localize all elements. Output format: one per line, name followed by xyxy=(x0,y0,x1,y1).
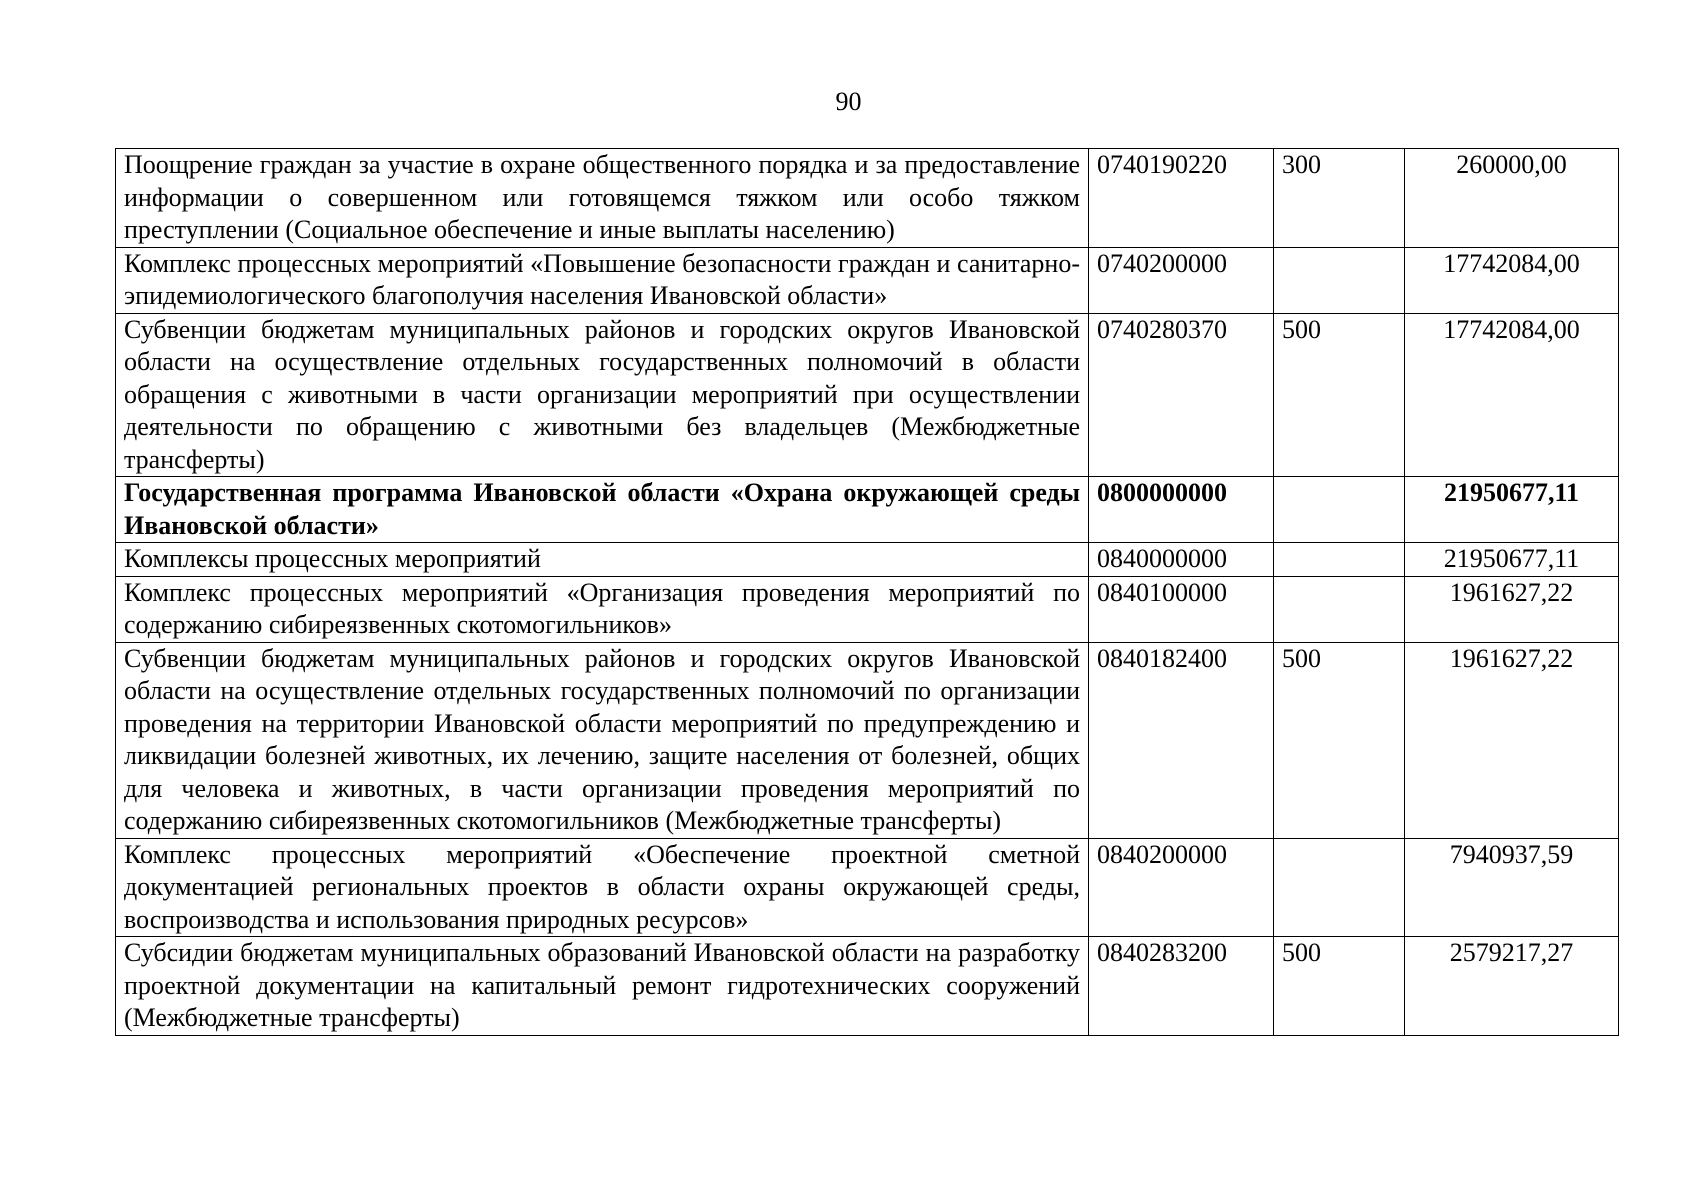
row-code-cell: 0740280370 xyxy=(1089,313,1274,477)
row-code-cell: 0840283200 xyxy=(1089,937,1274,1036)
row-expense-type-cell: 300 xyxy=(1274,149,1405,248)
row-sum-cell: 2579217,27 xyxy=(1405,937,1619,1036)
row-code-cell: 0740200000 xyxy=(1089,247,1274,313)
row-name-cell: Комплекс процессных мероприятий «Организация проведения мероприятий по содержанию сибиреязвенных скотомогильников» xyxy=(116,576,1089,642)
row-name-cell: Субсидии бюджетам муниципальных образований Ивановской области на разработку проектной документации на капитальный ремонт гидротехнических сооружений (Межбюджетные трансферты) xyxy=(116,937,1089,1036)
table-row xyxy=(116,576,1619,642)
row-sum-cell: 17742084,00 xyxy=(1405,247,1619,313)
row-name-cell: Субвенции бюджетам муниципальных районов и городских округов Ивановской области на осуществление отдельных государственных полномочий по организации проведения на территории Ивановской области мероприятий по предупреждению и ликвидации болезней животных, их лечению, защите населения от болезней, общих для человека и животных, в части организации проведения мероприятий по содержанию сибиреязвенных скотомогильников (Межбюджетные трансферты) xyxy=(116,642,1089,838)
row-name-cell: Государственная программа Ивановской области «Охрана окружающей среды Ивановской области» xyxy=(116,477,1089,543)
row-expense-type-cell xyxy=(1274,247,1405,313)
row-expense-type-cell xyxy=(1274,838,1405,937)
table-row xyxy=(116,247,1619,313)
row-expense-type-cell: 500 xyxy=(1274,642,1405,838)
row-code-cell: 0840182400 xyxy=(1089,642,1274,838)
row-sum-cell: 7940937,59 xyxy=(1405,838,1619,937)
row-name-cell: Комплексы процессных мероприятий xyxy=(116,543,1089,577)
row-expense-type-cell xyxy=(1274,477,1405,543)
row-expense-type-cell: 500 xyxy=(1274,313,1405,477)
table-row xyxy=(116,937,1619,1036)
row-code-cell: 0800000000 xyxy=(1089,477,1274,543)
row-sum-cell: 21950677,11 xyxy=(1405,477,1619,543)
row-code-cell: 0840100000 xyxy=(1089,576,1274,642)
row-expense-type-cell xyxy=(1274,543,1405,577)
row-expense-type-cell xyxy=(1274,576,1405,642)
table-row xyxy=(116,313,1619,477)
table-row xyxy=(116,149,1619,248)
row-name-cell: Комплекс процессных мероприятий «Повышение безопасности граждан и санитарно-эпидемиологического благополучия населения Ивановской области» xyxy=(116,247,1089,313)
table-row-program xyxy=(116,477,1619,543)
row-sum-cell: 21950677,11 xyxy=(1405,543,1619,577)
page-number: 90 xyxy=(835,87,862,116)
row-name-cell: Субвенции бюджетам муниципальных районов и городских округов Ивановской области на осуществление отдельных государственных полномочий в области обращения с животными в части организации мероприятий при осуществлении деятельности по обращению с животными без владельцев (Межбюджетные трансферты) xyxy=(116,313,1089,477)
budget-table xyxy=(115,148,1619,1036)
row-name-cell: Комплекс процессных мероприятий «Обеспечение проектной сметной документацией региональных проектов в области охраны окружающей среды, воспроизводства и использования природных ресурсов» xyxy=(116,838,1089,937)
table-row xyxy=(116,543,1619,577)
row-sum-cell: 260000,00 xyxy=(1405,149,1619,248)
row-code-cell: 0740190220 xyxy=(1089,149,1274,248)
row-expense-type-cell: 500 xyxy=(1274,937,1405,1036)
row-code-cell: 0840000000 xyxy=(1089,543,1274,577)
row-code-cell: 0840200000 xyxy=(1089,838,1274,937)
row-sum-cell: 1961627,22 xyxy=(1405,642,1619,838)
table-row xyxy=(116,838,1619,937)
row-sum-cell: 1961627,22 xyxy=(1405,576,1619,642)
row-name-cell: Поощрение граждан за участие в охране общественного порядка и за предоставление информации о совершенном или готовящемся тяжком или особо тяжком преступлении (Социальное обеспечение и иные выплаты населению) xyxy=(116,149,1089,248)
row-sum-cell: 17742084,00 xyxy=(1405,313,1619,477)
table-row xyxy=(116,642,1619,838)
